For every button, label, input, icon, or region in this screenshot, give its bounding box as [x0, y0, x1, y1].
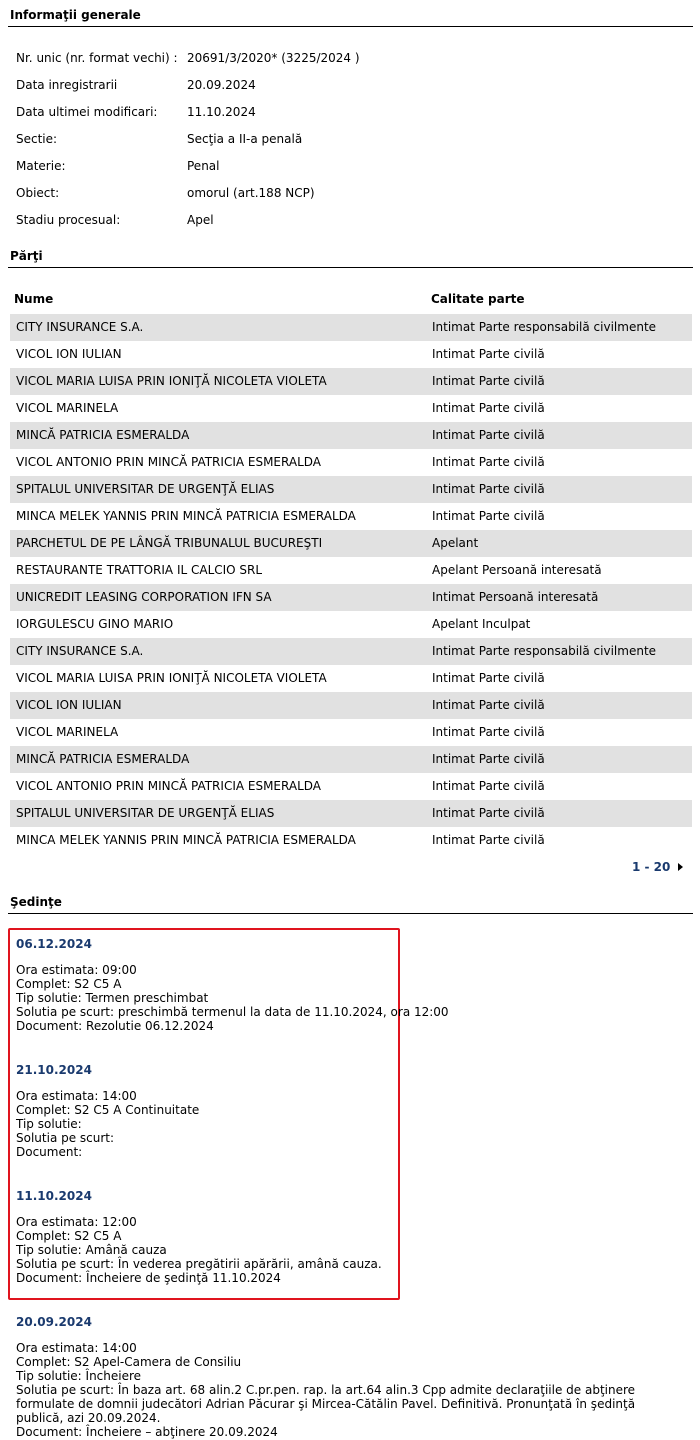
party-name: UNICREDIT LEASING CORPORATION IFN SA: [16, 590, 272, 604]
column-header-name: Nume: [14, 292, 54, 306]
party-name: MINCĂ PATRICIA ESMERALDA: [16, 752, 190, 766]
party-role: Intimat Parte civilă: [432, 752, 545, 766]
party-name: PARCHETUL DE PE LÂNGĂ TRIBUNALUL BUCUREŞTI: [16, 536, 323, 550]
table-row: [10, 449, 692, 476]
party-name: VICOL ION IULIAN: [16, 698, 122, 712]
sedinta-solutie: Solutia pe scurt:: [16, 1131, 115, 1145]
parti-section-title: Părţi: [10, 249, 43, 263]
triangle-right-icon[interactable]: [678, 863, 683, 871]
party-name: SPITALUL UNIVERSITAR DE URGENŢĂ ELIAS: [16, 482, 275, 496]
sedinta-document: Document:: [16, 1145, 83, 1159]
party-role: Apelant Persoană interesată: [432, 563, 602, 577]
table-row: [10, 368, 692, 395]
sedinte-divider: [8, 913, 693, 914]
sedinta-solutie: Solutia pe scurt: În baza art. 68 alin.2 C.pr.pen. rap. la art.64 alin.3 Cpp admite declaraţiile de abţinere formulate de domnii judecători Adrian Păcurar şi Mircea-Cătălin Pavel. Definitivă. Pronunţată în şedinţă publică, azi 20.09.2024.: [16, 1383, 636, 1425]
info-value: Apel: [187, 213, 214, 227]
sedinta-document: Document: Rezolutie 06.12.2024: [16, 1019, 214, 1033]
sedinta-item: [16, 1063, 686, 1159]
sedinta-tip: Tip solutie: Amână cauza: [16, 1243, 167, 1257]
sedinta-date: 21.10.2024: [16, 1063, 92, 1077]
party-role: Intimat Parte civilă: [432, 725, 545, 739]
table-row: [10, 692, 692, 719]
info-value: 11.10.2024: [187, 105, 256, 119]
sedinta-ora: Ora estimata: 09:00: [16, 963, 137, 977]
party-role: Intimat Parte responsabilă civilmente: [432, 644, 657, 658]
table-row: [10, 476, 692, 503]
party-role: Intimat Parte civilă: [432, 374, 545, 388]
table-row: [10, 800, 692, 827]
sedinta-document: Document: Încheiere – abţinere 20.09.2024: [16, 1425, 278, 1439]
sedinta-tip: Tip solutie:: [16, 1117, 82, 1131]
sedinta-date: 20.09.2024: [16, 1315, 92, 1329]
sedinta-solutie: Solutia pe scurt: În vederea pregătirii apărării, amână cauza.: [16, 1257, 382, 1271]
party-name: IORGULESCU GINO MARIO: [16, 617, 174, 631]
party-role: Intimat Parte civilă: [432, 428, 545, 442]
table-row: [10, 530, 692, 557]
party-name: MINCA MELEK YANNIS PRIN MINCĂ PATRICIA ESMERALDA: [16, 509, 356, 523]
table-row: [10, 773, 692, 800]
party-role: Intimat Parte civilă: [432, 347, 545, 361]
sedinta-complet: Complet: S2 Apel-Camera de Consiliu: [16, 1355, 242, 1369]
table-row: [10, 611, 692, 638]
sedinta-ora: Ora estimata: 14:00: [16, 1089, 137, 1103]
table-row: [10, 746, 692, 773]
party-role: Apelant: [432, 536, 479, 550]
table-row: [10, 503, 692, 530]
party-name: VICOL MARINELA: [16, 725, 119, 739]
general-divider: [8, 26, 693, 27]
table-row: [10, 719, 692, 746]
sedinte-section-title: Şedinţe: [10, 895, 62, 909]
sedinta-complet: Complet: S2 C5 A: [16, 977, 122, 991]
party-name: VICOL MARIA LUISA PRIN IONIŢĂ NICOLETA VIOLETA: [16, 671, 327, 685]
party-role: Intimat Parte civilă: [432, 509, 545, 523]
info-label: Materie:: [16, 159, 66, 173]
pagination[interactable]: [632, 860, 683, 874]
info-label: Obiect:: [16, 186, 60, 200]
party-role: Intimat Parte civilă: [432, 455, 545, 469]
party-role: Intimat Parte civilă: [432, 806, 545, 820]
info-label: Data ultimei modificari:: [16, 105, 158, 119]
sedinta-tip: Tip solutie: Termen preschimbat: [16, 991, 209, 1005]
party-name: VICOL ION IULIAN: [16, 347, 122, 361]
party-name: MINCĂ PATRICIA ESMERALDA: [16, 428, 190, 442]
party-role: Apelant Inculpat: [432, 617, 531, 631]
party-name: MINCA MELEK YANNIS PRIN MINCĂ PATRICIA ESMERALDA: [16, 833, 356, 847]
info-label: Stadiu procesual:: [16, 213, 121, 227]
party-name: RESTAURANTE TRATTORIA IL CALCIO SRL: [16, 563, 263, 577]
sedinta-tip: Tip solutie: Încheiere: [16, 1369, 142, 1383]
party-role: Intimat Parte civilă: [432, 401, 545, 415]
table-row: [10, 584, 692, 611]
party-name: VICOL MARINELA: [16, 401, 119, 415]
info-value: Secţia a II-a penală: [187, 132, 303, 146]
table-row: [10, 395, 692, 422]
sedinta-complet: Complet: S2 C5 A Continuitate: [16, 1103, 200, 1117]
info-label: Nr. unic (nr. format vechi) :: [16, 51, 178, 65]
sedinta-ora: Ora estimata: 14:00: [16, 1341, 137, 1355]
table-row: [10, 314, 692, 341]
sedinta-item: [16, 1315, 686, 1439]
party-role: Intimat Parte civilă: [432, 671, 545, 685]
sedinta-document: Document: Încheiere de şedinţă 11.10.2024: [16, 1271, 281, 1285]
party-name: VICOL ANTONIO PRIN MINCĂ PATRICIA ESMERALDA: [16, 779, 321, 793]
sedinta-date: 11.10.2024: [16, 1189, 92, 1203]
party-role: Intimat Parte civilă: [432, 833, 545, 847]
info-value: 20691/3/2020* (3225/2024 ): [187, 51, 360, 65]
table-row: [10, 422, 692, 449]
column-header-role: Calitate parte: [431, 292, 525, 306]
info-value: 20.09.2024: [187, 78, 256, 92]
party-role: Intimat Parte civilă: [432, 482, 545, 496]
pagination-label[interactable]: 1 - 20: [632, 860, 671, 874]
party-role: Intimat Parte responsabilă civilmente: [432, 320, 657, 334]
party-role: Intimat Persoană interesată: [432, 590, 599, 604]
table-row: [10, 341, 692, 368]
table-row: [10, 638, 692, 665]
party-role: Intimat Parte civilă: [432, 779, 545, 793]
sedinta-solutie: Solutia pe scurt: preschimbă termenul la data de 11.10.2024, ora 12:00: [16, 1005, 449, 1019]
party-name: VICOL MARIA LUISA PRIN IONIŢĂ NICOLETA VIOLETA: [16, 374, 327, 388]
party-role: Intimat Parte civilă: [432, 698, 545, 712]
party-name: VICOL ANTONIO PRIN MINCĂ PATRICIA ESMERALDA: [16, 455, 321, 469]
general-section-title: Informaţii generale: [10, 8, 141, 22]
table-row: [10, 827, 692, 854]
sedinta-item: [16, 1189, 686, 1285]
party-name: CITY INSURANCE S.A.: [16, 644, 144, 658]
table-row: [10, 557, 692, 584]
info-label: Sectie:: [16, 132, 58, 146]
party-name: SPITALUL UNIVERSITAR DE URGENŢĂ ELIAS: [16, 806, 275, 820]
sedinta-date: 06.12.2024: [16, 937, 92, 951]
sedinta-ora: Ora estimata: 12:00: [16, 1215, 137, 1229]
info-value: Penal: [187, 159, 220, 173]
party-name: CITY INSURANCE S.A.: [16, 320, 144, 334]
sedinta-item: [16, 937, 686, 1033]
info-label: Data inregistrarii: [16, 78, 118, 92]
parti-table: [10, 314, 692, 854]
info-value: omorul (art.188 NCP): [187, 186, 315, 200]
sedinta-complet: Complet: S2 C5 A: [16, 1229, 122, 1243]
parti-divider: [8, 267, 693, 268]
table-row: [10, 665, 692, 692]
